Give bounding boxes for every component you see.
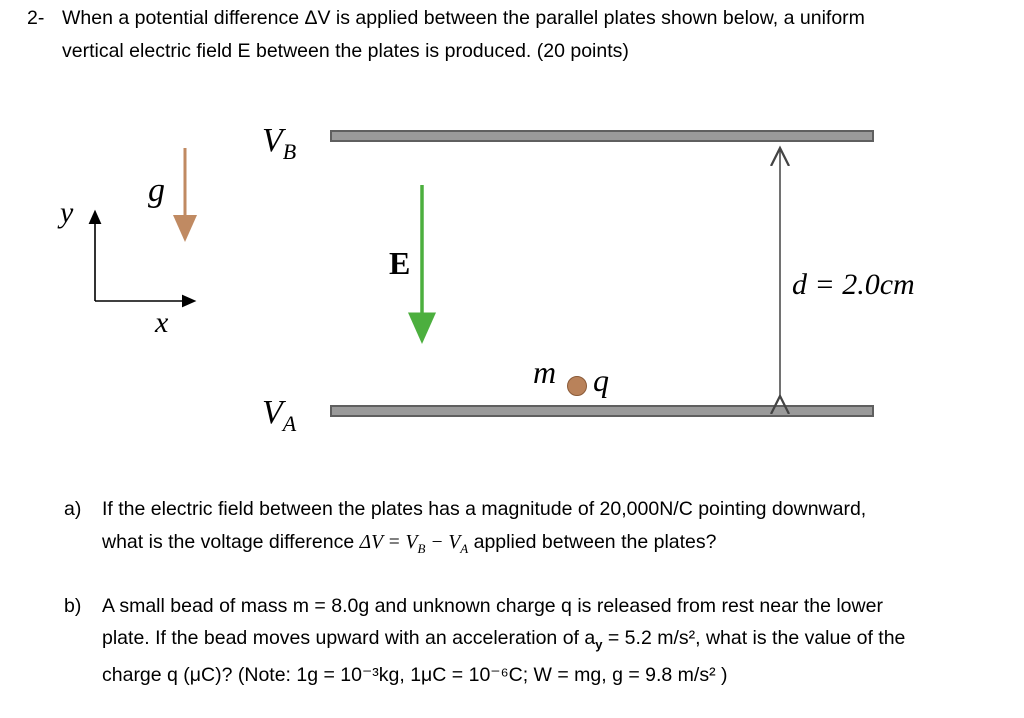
- part-a-line2: what is the voltage difference $\Delta V = V_B - V_A$ applied between the plates?: [102, 531, 717, 556]
- part-a-label: a): [64, 498, 82, 520]
- label-VA: $V_A$: [262, 394, 297, 436]
- part-b-line1: A small bead of mass m = 8.0g and unknown charge q is released from rest near the lower: [102, 595, 883, 617]
- label-y: y: [60, 196, 74, 229]
- problem-number: 2-: [27, 7, 45, 29]
- part-b-label: b): [64, 595, 82, 617]
- part-b-line2: plate. If the bead moves upward with an acceleration of $a_y = 5.2$ m/s², what is the value of the: [102, 627, 906, 652]
- problem-intro-line1: When a potential difference ΔV is applied between the parallel plates shown below, a uniform: [62, 7, 865, 29]
- label-q: q: [593, 362, 609, 398]
- label-distance: d = 2.0cm: [792, 268, 915, 301]
- part-b-line3: charge q (μC)? (Note: 1g = 10⁻³kg, 1μC = 10⁻⁶C; W = mg, g = 9.8 m/s² ): [102, 664, 728, 686]
- part-a-line1: If the electric field between the plates has a magnitude of 20,000N/C pointing downward,: [102, 498, 867, 520]
- label-g: g: [148, 172, 165, 209]
- label-x: x: [155, 306, 169, 339]
- label-m: m: [533, 354, 557, 390]
- problem-intro-line2: vertical electric field E between the plates is produced. (20 points): [62, 40, 629, 62]
- label-VB: $V_B$: [262, 122, 297, 164]
- bead: [567, 376, 587, 396]
- label-E: E: [389, 245, 411, 281]
